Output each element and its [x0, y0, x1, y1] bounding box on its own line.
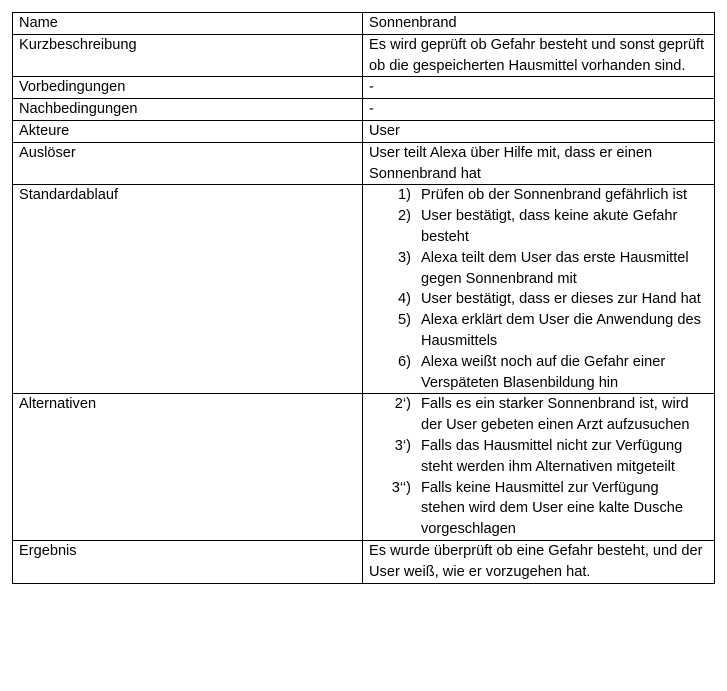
row-label: Auslöser [13, 142, 363, 185]
list-item [369, 394, 708, 436]
step-text: Alexa weißt noch auf die Gefahr einer Verspäteten Blasenbildung hin [421, 353, 666, 391]
row-value: User [363, 120, 715, 142]
step-text: User bestätigt, dass keine akute Gefahr besteht [421, 208, 678, 245]
row-label: Kurzbeschreibung [13, 34, 363, 77]
row-label: Alternativen [13, 394, 363, 541]
step-text: Falls keine Hausmittel zur Verfügung stehen wird dem User eine kalte Dusche vorgeschlagen [421, 479, 684, 538]
list-item [369, 185, 708, 206]
row-ergebnis [13, 540, 715, 583]
step-text: Prüfen ob der Sonnenbrand gefährlich ist [421, 187, 688, 204]
step-number: 5) [398, 312, 411, 329]
row-value: Sonnenbrand [363, 13, 715, 35]
list-item [369, 478, 708, 540]
step-text: User bestätigt, dass er dieses zur Hand hat [421, 291, 701, 308]
step-number: 2) [398, 208, 411, 225]
step-number: 4) [398, 291, 411, 308]
list-item [369, 352, 708, 394]
step-number: 3) [398, 249, 411, 266]
list-item [369, 310, 708, 352]
list-item [369, 289, 708, 310]
row-value [363, 394, 715, 541]
row-akteure [13, 120, 715, 142]
row-name [13, 13, 715, 35]
row-label: Nachbedingungen [13, 99, 363, 121]
alternative-steps-list [369, 394, 708, 540]
row-label: Name [13, 13, 363, 35]
step-number: 2‘) [394, 396, 411, 413]
row-value [363, 185, 715, 394]
row-nachbedingungen [13, 99, 715, 121]
step-number: 6) [398, 353, 411, 370]
row-vorbedingungen [13, 77, 715, 99]
step-number: 3‘) [394, 437, 411, 454]
row-kurzbeschreibung [13, 34, 715, 77]
row-value: Es wird geprüft ob Gefahr besteht und sonst geprüft ob die gespeicherten Hausmittel vorhanden sind. [363, 34, 715, 77]
row-value: Es wurde überprüft ob eine Gefahr besteht, und der User weiß, wie er vorzugehen hat. [363, 540, 715, 583]
step-text: Alexa teilt dem User das erste Hausmittel gegen Sonnenbrand mit [421, 249, 689, 287]
list-item [369, 436, 708, 478]
row-label: Akteure [13, 120, 363, 142]
row-value: - [363, 77, 715, 99]
row-standardablauf [13, 185, 715, 394]
list-item [369, 206, 708, 248]
step-text: Falls das Hausmittel nicht zur Verfügung steht werden ihm Alternativen mitgeteilt [421, 437, 683, 475]
standard-steps-list [369, 185, 708, 393]
row-label: Standardablauf [13, 185, 363, 394]
row-alternativen [13, 394, 715, 541]
list-item [369, 248, 708, 290]
step-text: Alexa erklärt dem User die Anwendung des Hausmittels [421, 312, 701, 349]
step-text: Falls es ein starker Sonnenbrand ist, wird der User gebeten einen Arzt aufzusuchen [421, 396, 690, 434]
row-label: Vorbedingungen [13, 77, 363, 99]
row-value: - [363, 99, 715, 121]
row-value: User teilt Alexa über Hilfe mit, dass er einen Sonnenbrand hat [363, 142, 715, 185]
row-label: Ergebnis [13, 540, 363, 583]
row-ausloeser [13, 142, 715, 185]
step-number: 1) [398, 187, 411, 204]
use-case-table [12, 12, 715, 584]
step-number: 3‘‘) [391, 479, 411, 496]
